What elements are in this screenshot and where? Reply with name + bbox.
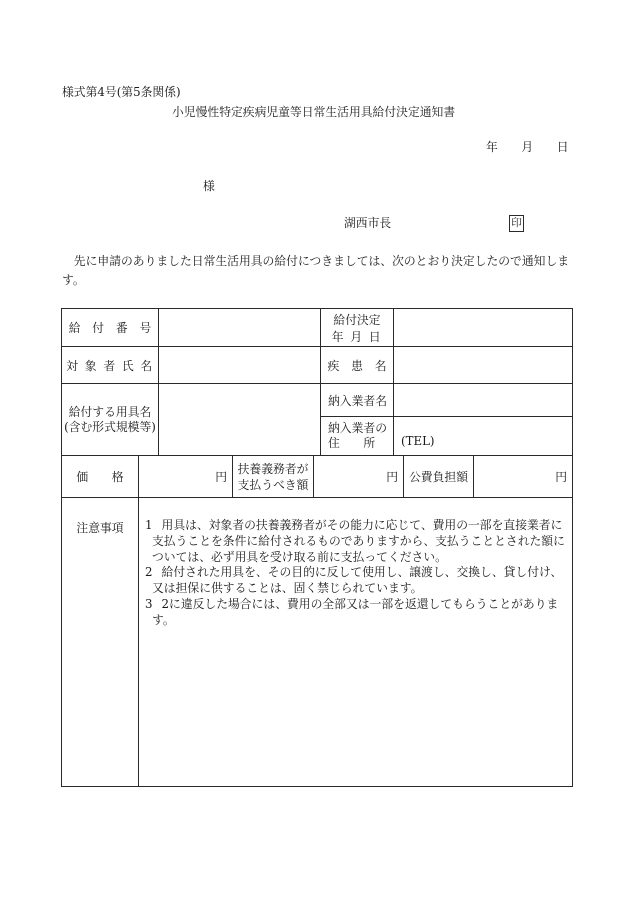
note-line: 支払うことを条件に給付されるものでありますから、支払うこととされた額に [152, 533, 565, 548]
guardian-payment-yen-unit: 円 [386, 470, 398, 484]
price-yen-unit: 円 [215, 470, 227, 484]
notes-label: 注意事項 [76, 521, 124, 535]
decision-date-value-cell [393, 308, 573, 347]
decision-date-label-line-2: 年 月 日 [331, 330, 383, 344]
note-item [145, 518, 565, 565]
benefit-number-label: 給 付 番 号 [68, 321, 152, 335]
supplier-address-label-line-2: 住 所 [328, 436, 376, 450]
recipient-name-value-cell [158, 346, 321, 384]
guardian-payment-label-cell [232, 455, 314, 498]
note-line: 2に違反した場合には、費用の全部又は一部を返還してもらうことがありま [161, 596, 559, 611]
public-expense-value-cell [473, 455, 573, 498]
note-number: 3 [145, 596, 153, 611]
public-expense-yen-unit: 円 [555, 470, 567, 484]
price-label: 価 格 [76, 470, 124, 484]
supplier-name-label: 納入業者名 [328, 393, 387, 408]
note-number: 1 [145, 518, 153, 532]
note-line: 用具は、対象者の扶養義務者がその能力に応じて、費用の一部を直接業者に [161, 518, 563, 532]
disease-name-value-cell [393, 346, 573, 384]
notes-label-cell [61, 497, 139, 787]
benefit-number-label-cell [61, 308, 159, 347]
note-item [145, 597, 565, 629]
guardian-payment-label-line-1: 扶養義務者が [237, 461, 309, 476]
guardian-payment-value-cell [313, 455, 404, 498]
recipient-name-label: 対 象 者 氏 名 [66, 358, 154, 373]
public-expense-label-cell [403, 455, 474, 498]
recipient-name-label-cell [61, 346, 159, 384]
disease-name-label: 疾 患 名 [327, 358, 387, 373]
decision-date-label-cell [320, 308, 394, 347]
issuer-name: 湖西市長 [344, 216, 392, 230]
supplier-name-label-cell [320, 383, 394, 417]
equipment-value-cell [158, 383, 321, 456]
note-line: 給付された用具を、その目的に反して使用し、譲渡し、交換し、貸し付け、 [161, 565, 563, 580]
note-line: 又は担保に供することは、固く禁じられています。 [152, 581, 423, 596]
benefit-number-value-cell [158, 308, 321, 347]
date-line: 年 月 日 [486, 140, 569, 154]
equipment-label-line-2: (含む形式規模等) [64, 419, 156, 434]
price-label-cell [61, 455, 139, 498]
equipment-label-cell [61, 383, 159, 456]
price-value-cell [138, 455, 233, 498]
note-number: 2 [145, 565, 153, 580]
note-item [145, 565, 565, 597]
guardian-payment-label-line-2: 支払うべき額 [237, 477, 309, 492]
decision-date-label-line-1: 給付決定 [333, 313, 381, 327]
seal-stamp: 印 [509, 215, 524, 232]
equipment-label-line-1: 給付する用具名 [68, 404, 152, 419]
supplier-address-label-line-1: 納入業者の [328, 421, 387, 435]
document-title: 小児慢性特定疾病児童等日常生活用具給付決定通知書 [172, 105, 456, 119]
disease-name-label-cell [320, 346, 394, 384]
addressee-suffix: 様 [203, 179, 215, 193]
form-number: 様式第4号(第5条関係) [62, 85, 181, 99]
supplier-address-value-cell [393, 416, 573, 456]
notes-list [145, 518, 565, 629]
intro-line-1: 先に申請のありました日常生活用具の給付につきましては、次のとおり決定したので通知しま [62, 254, 570, 268]
intro-line-2: す。 [62, 273, 85, 287]
note-line: ついては、必ず用具を受け取る前に支払ってください。 [152, 549, 447, 564]
supplier-name-value-cell [393, 383, 573, 417]
notes-body-cell [138, 497, 573, 787]
supplier-address-label-cell [320, 416, 394, 456]
public-expense-label: 公費負担額 [409, 470, 468, 484]
supplier-tel-label: (TEL) [401, 434, 435, 448]
note-line: す。 [152, 612, 175, 627]
